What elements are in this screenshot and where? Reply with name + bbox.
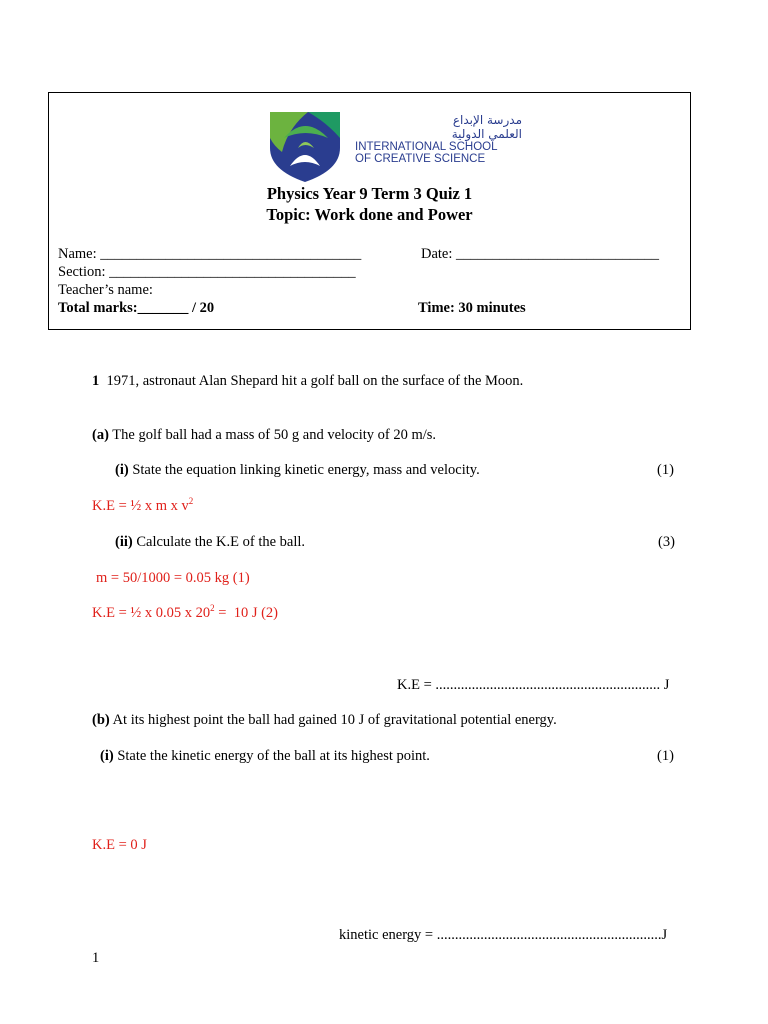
part-a-label: (a) bbox=[92, 427, 109, 443]
svg-text:العلمي الدولية: العلمي الدولية bbox=[451, 127, 522, 141]
svg-text:OF CREATIVE SCIENCE: OF CREATIVE SCIENCE bbox=[355, 153, 486, 165]
quiz-title: Physics Year 9 Term 3 Quiz 1 bbox=[266, 184, 473, 203]
name-field[interactable]: Name: ____________________________________ bbox=[58, 246, 362, 262]
part-b-i-text: State the kinetic energy of the ball at its highest point. bbox=[117, 748, 430, 764]
svg-text:مدرسة الإبداع: مدرسة الإبداع bbox=[452, 113, 522, 127]
answer-result: = 10 J (2) bbox=[214, 605, 278, 621]
time-limit: Time: 30 minutes bbox=[418, 300, 526, 316]
kinetic-energy-answer-line[interactable]: kinetic energy = ..............................................................J bbox=[339, 927, 668, 943]
part-a-ii-text: Calculate the K.E of the ball. bbox=[136, 534, 306, 550]
part-b-text: At its highest point the ball had gained 10 J of gravitational potential energy. bbox=[112, 712, 557, 728]
ke-answer-line[interactable]: K.E = .............................................................. J bbox=[397, 677, 670, 693]
shield-icon bbox=[270, 112, 340, 182]
section-field[interactable]: Section: __________________________________ bbox=[58, 264, 356, 280]
part-a-ii-answer-mass: m = 50/1000 = 0.05 kg (1) bbox=[96, 570, 250, 586]
part-b-label: (b) bbox=[92, 712, 110, 728]
part-a bbox=[92, 427, 436, 444]
part-a-i-answer bbox=[92, 498, 193, 515]
question-intro-text: 1971, astronaut Alan Shepard hit a golf ball on the surface of the Moon. bbox=[106, 373, 524, 389]
part-a-i-text: State the equation linking kinetic energy, mass and velocity. bbox=[132, 462, 480, 478]
question-number: 1 bbox=[92, 373, 100, 389]
page-number: 1 bbox=[92, 950, 100, 966]
part-a-ii-answer-ke bbox=[92, 605, 278, 622]
part-b bbox=[92, 712, 557, 729]
total-marks: Total marks:_______ / 20 bbox=[58, 300, 215, 316]
answer-text: K.E = ½ x 0.05 x 20 bbox=[92, 605, 211, 621]
answer-exponent: 2 bbox=[210, 603, 215, 614]
question-intro bbox=[92, 373, 523, 390]
part-b-i-marks: (1) bbox=[657, 748, 674, 764]
quiz-topic: Topic: Work done and Power bbox=[266, 205, 473, 224]
part-a-i-label: (i) bbox=[115, 462, 129, 478]
part-b-i-answer: K.E = 0 J bbox=[92, 837, 147, 853]
answer-text: K.E = ½ x m x v bbox=[92, 498, 189, 514]
part-a-i-marks: (1) bbox=[657, 462, 674, 478]
part-a-ii bbox=[115, 534, 305, 551]
school-logo bbox=[268, 108, 524, 184]
part-a-text: The golf ball had a mass of 50 g and velocity of 20 m/s. bbox=[112, 427, 437, 443]
answer-exponent: 2 bbox=[188, 496, 194, 507]
part-a-ii-label: (ii) bbox=[115, 534, 133, 550]
part-a-ii-marks: (3) bbox=[658, 534, 675, 550]
part-a-i bbox=[115, 462, 480, 479]
part-b-i-label: (i) bbox=[100, 748, 114, 764]
teacher-name-label: Teacher’s name: bbox=[58, 282, 153, 298]
svg-text:INTERNATIONAL SCHOOL: INTERNATIONAL SCHOOL bbox=[355, 141, 498, 153]
date-field[interactable]: Date: ____________________________ bbox=[421, 246, 660, 262]
part-b-i bbox=[100, 748, 430, 765]
